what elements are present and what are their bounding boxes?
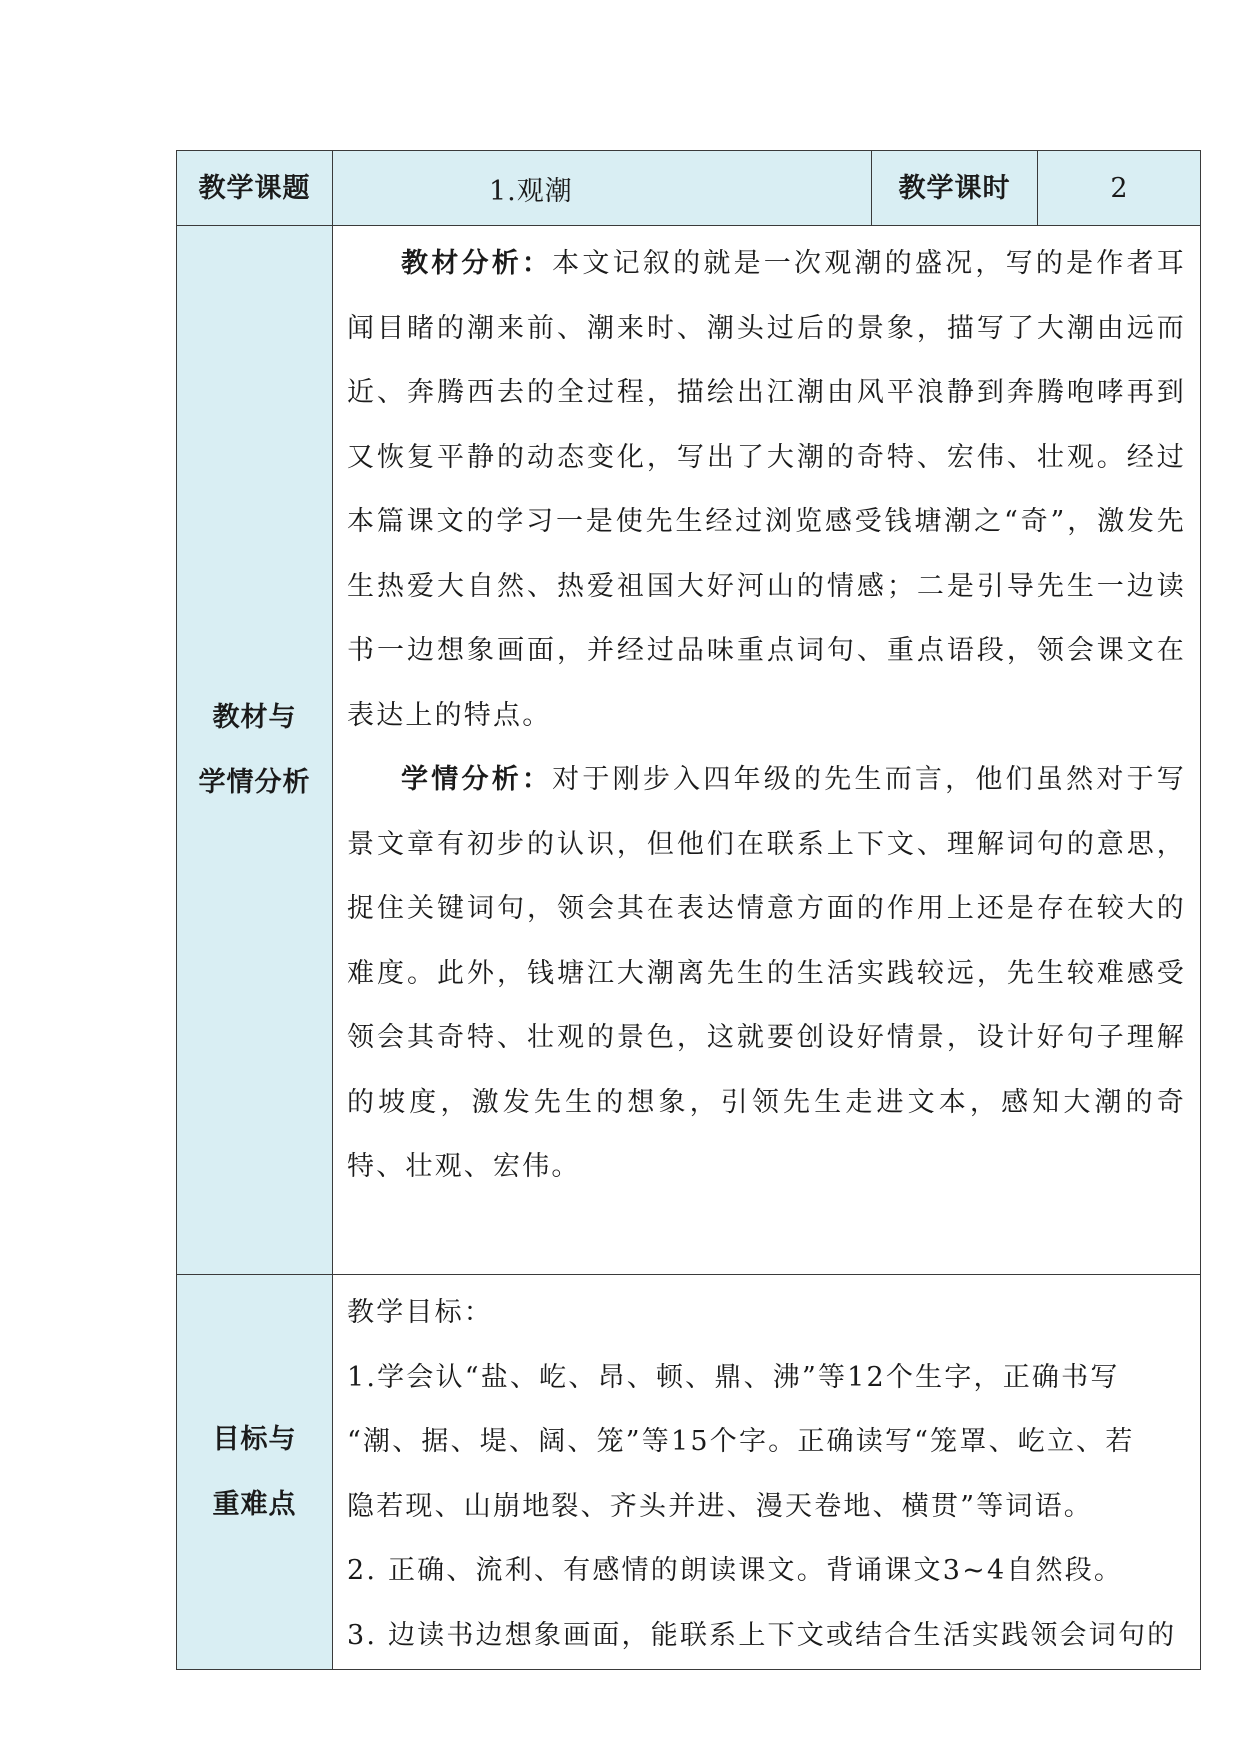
student-analysis-text: 对于刚步入四年级的先生而言，他们虽然对于写景文章有初步的认识，但他们在联系上下文、理解词句的意思，捉住关键词句，领会其在表达情意方面的作用上还是存在较大的难度。此外，钱塘江大潮离先生的生活实践较远，先生较难感受领会其奇特、壮观的景色，这就要创设好情景，设计好句子理解的坡度，激发先生的想象，引领先生走进文本，感知大潮的奇特、壮观、宏伟。 xyxy=(347,764,1187,1182)
goals-label-line2: 重难点 xyxy=(212,1489,297,1520)
goals-row xyxy=(177,1275,1201,1670)
lesson-plan-table xyxy=(176,150,1201,1670)
goal-line: 3. 边读书边想象画面，能联系上下文或结合生活实践领会词句的 xyxy=(347,1619,1177,1651)
goal-line: “潮、据、堤、阔、笼”等15个字。正确读写“笼罩、屹立、若 xyxy=(347,1426,1135,1457)
goals-label-line1: 目标与 xyxy=(212,1424,297,1455)
hours-value: 2 xyxy=(1038,151,1201,226)
analysis-label-line1: 教材与 xyxy=(212,702,297,733)
hours-label: 教学课时 xyxy=(872,151,1038,226)
title-row xyxy=(177,151,1201,226)
analysis-content xyxy=(333,226,1201,1275)
student-analysis-heading: 学情分析： xyxy=(401,764,553,795)
material-analysis-heading: 教材分析： xyxy=(401,248,553,279)
material-analysis-text: 本文记叙的就是一次观潮的盛况，写的是作者耳闻目睹的潮来前、潮来时、潮头过后的景象，描写了大潮由远而近、奔腾西去的全过程，描绘出江潮由风平浪静到奔腾咆哮再到又恢复平静的动态变化，写出了大潮的奇特、宏伟、壮观。经过本篇课文的学习一是使先生经过浏览感受钱塘潮之“奇”，激发先生热爱大自然、热爱祖国大好河山的情感；二是引导先生一边读书一边想象画面，并经过品味重点词句、重点语段，领会课文在表达上的特点。 xyxy=(347,248,1187,731)
analysis-label-line2: 学情分析 xyxy=(198,767,311,798)
material-analysis-paragraph xyxy=(347,232,1186,748)
goal-line: 隐若现、山崩地裂、齐头并进、漫天卷地、横贯”等词语。 xyxy=(347,1490,1094,1522)
goal-line: 2. 正确、流利、有感情的朗读课文。背诵课文3~4自然段。 xyxy=(347,1555,1124,1586)
analysis-row xyxy=(177,226,1201,1275)
goals-content xyxy=(333,1275,1201,1670)
goals-heading: 教学目标： xyxy=(347,1297,493,1328)
topic-label: 教学课题 xyxy=(177,151,333,226)
student-analysis-paragraph xyxy=(347,748,1186,1200)
analysis-label xyxy=(177,226,333,1275)
goals-label xyxy=(177,1275,333,1670)
goal-line: 1.学会认“盐、屹、昂、顿、鼎、沸”等12个生字，正确书写 xyxy=(347,1361,1120,1393)
topic-value: 1.观潮 xyxy=(333,151,872,226)
